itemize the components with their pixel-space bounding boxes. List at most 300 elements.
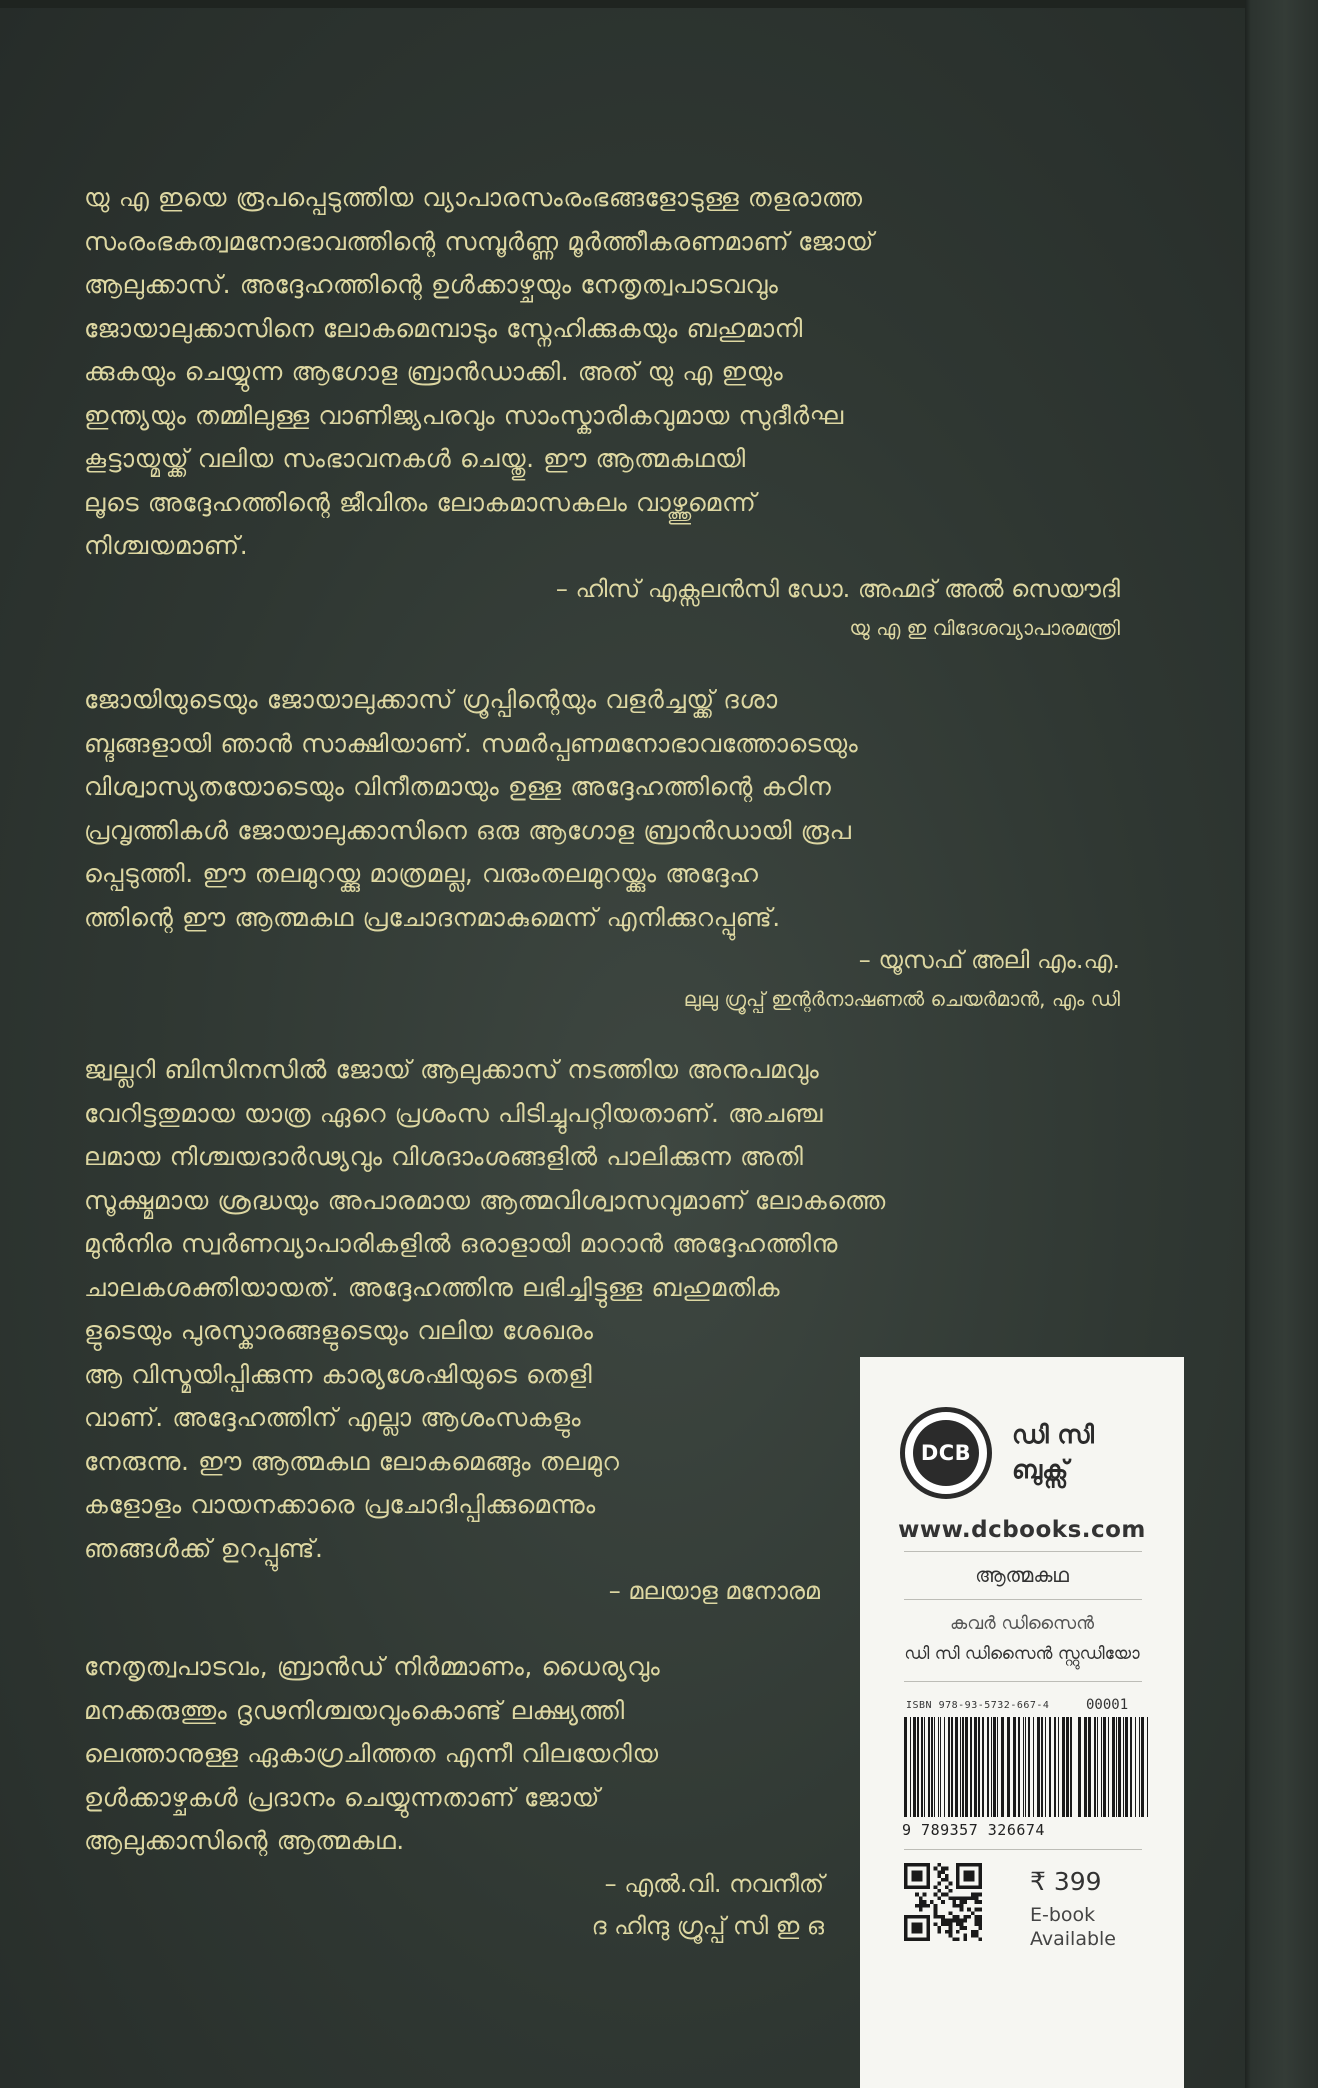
- qr-module: [949, 1926, 953, 1930]
- qr-module: [963, 1934, 967, 1938]
- qr-module: [952, 1904, 956, 1908]
- qr-module: [978, 1926, 982, 1930]
- qr-module: [956, 1930, 960, 1934]
- divider: [904, 1551, 1142, 1552]
- qr-module: [949, 1922, 953, 1926]
- qr-module: [952, 1896, 956, 1900]
- qr-module: [934, 1885, 938, 1889]
- barcode-bar: [1058, 1717, 1059, 1817]
- qr-module: [956, 1922, 960, 1926]
- qr-module: [975, 1930, 979, 1934]
- barcode-bar: [931, 1717, 933, 1817]
- barcode-bar: [978, 1717, 980, 1817]
- qr-module: [904, 1882, 908, 1886]
- qr-module: [975, 1922, 979, 1926]
- qr-module: [934, 1915, 938, 1919]
- qr-module: [975, 1885, 979, 1889]
- qr-module: [978, 1878, 982, 1882]
- qr-module: [915, 1937, 919, 1941]
- qr-module: [956, 1878, 960, 1882]
- quote-text: [84, 176, 1104, 568]
- barcode-bar: [917, 1717, 919, 1817]
- barcode-bar: [1112, 1717, 1115, 1817]
- qr-module: [915, 1863, 919, 1867]
- quote-author: – എൽ.വി. നവനീത്: [604, 1869, 824, 1898]
- qr-module: [915, 1930, 919, 1934]
- qr-module: [975, 1908, 979, 1912]
- qr-module: [911, 1926, 915, 1930]
- barcode-bar: [1007, 1717, 1010, 1817]
- barcode-bar: [991, 1717, 992, 1817]
- cover-top-edge: [0, 0, 1318, 8]
- qr-module: [956, 1904, 960, 1908]
- qr-module: [967, 1896, 971, 1900]
- quote-line: ളുടെയും പുരസ്കാരങ്ങളുടെയും വലിയ ശേഖരം: [84, 1316, 594, 1345]
- barcode-bar: [987, 1717, 989, 1817]
- qr-module: [915, 1874, 919, 1878]
- qr-module: [975, 1900, 979, 1904]
- barcode-bar: [1001, 1717, 1004, 1817]
- qr-module: [960, 1922, 964, 1926]
- barcode-bar: [1045, 1717, 1046, 1817]
- publisher-name-line: ബുക്സ്: [1012, 1455, 1069, 1484]
- quote-author-title: യു എ ഇ വിദേശവ്യാപാരമന്ത്രി: [849, 615, 1120, 640]
- qr-module: [934, 1911, 938, 1915]
- barcode-bar: [1088, 1717, 1091, 1817]
- isbn-barcode: [904, 1717, 1072, 1823]
- qr-module: [963, 1926, 967, 1930]
- quote-line: ക്കുകയും ചെയ്യുന്ന ആഗോള ബ്രാൻഡാക്കി. അത് യു എ ഇയും: [84, 357, 784, 386]
- qr-module: [956, 1870, 960, 1874]
- publisher-logo: [900, 1407, 1160, 1511]
- quote-attribution: [84, 1570, 820, 1612]
- qr-module: [941, 1870, 945, 1874]
- qr-module: [937, 1882, 941, 1886]
- qr-module: [926, 1919, 930, 1923]
- qr-module: [975, 1915, 979, 1919]
- qr-module: [926, 1882, 930, 1886]
- quote-line: യു എ ഇയെ രൂപപ്പെടുത്തിയ വ്യാപാരസംരംഭങ്ങളോടുള്ള തളരാത്ത: [84, 183, 863, 212]
- qr-module: [941, 1867, 945, 1871]
- qr-module: [952, 1919, 956, 1923]
- qr-module: [956, 1937, 960, 1941]
- barcode-bar: [924, 1717, 925, 1817]
- barcode-bar: [913, 1717, 916, 1817]
- qr-module: [937, 1863, 941, 1867]
- qr-module: [971, 1878, 975, 1882]
- qr-module: [930, 1900, 934, 1904]
- quote-attribution: [84, 939, 1120, 1017]
- quote-line: ഞങ്ങൾക്ക് ഉറപ്പുണ്ട്.: [84, 1533, 324, 1563]
- qr-module: [971, 1896, 975, 1900]
- barcode-bar: [997, 1717, 998, 1817]
- dcb-logo-icon: [900, 1407, 992, 1499]
- barcode-bar: [921, 1717, 923, 1817]
- qr-module: [956, 1919, 960, 1923]
- qr-module: [963, 1900, 967, 1904]
- barcode-digits: 9 789357 326674: [902, 1821, 1045, 1839]
- quote-line: ഉൾക്കാഴ്ചകൾ പ്രദാനം ചെയ്യുന്നതാണ് ജോയ്: [84, 1782, 600, 1812]
- book-genre: ആത്മകഥ: [975, 1563, 1069, 1587]
- barcode-bar: [904, 1717, 907, 1817]
- quote-author-title: ദ ഹിന്ദു ഗ്രൂപ്പ് സി ഇ ഒ: [591, 1911, 824, 1940]
- qr-module: [926, 1937, 930, 1941]
- qr-module: [926, 1926, 930, 1930]
- barcode-bar: [965, 1717, 968, 1817]
- barcode-bar: [938, 1717, 939, 1817]
- qr-module: [956, 1915, 960, 1919]
- qr-module: [919, 1915, 923, 1919]
- addon-barcode: [1078, 1717, 1148, 1823]
- qr-module: [960, 1919, 964, 1923]
- qr-module: [937, 1930, 941, 1934]
- barcode-bar: [960, 1717, 961, 1817]
- qr-module: [945, 1878, 949, 1882]
- quote-line: സംരംഭകത്വമനോഭാവത്തിന്റെ സമ്പൂർണ്ണ മൂർത്തീകരണമാണ് ജോയ്: [84, 226, 874, 256]
- qr-module: [911, 1874, 915, 1878]
- qr-module: [915, 1870, 919, 1874]
- barcode-bar: [1116, 1717, 1117, 1817]
- quote-attribution: [84, 1863, 824, 1947]
- barcode-bar: [1054, 1717, 1056, 1817]
- barcode-bar: [1078, 1717, 1081, 1817]
- qr-module: [975, 1919, 979, 1923]
- quote-line: പ്പെടുത്തി. ഈ തലമുറയ്ക്കു മാത്രമല്ല, വരുംതലമുറയ്ക്കും അദ്ദേഹ: [84, 859, 759, 888]
- qr-module: [952, 1937, 956, 1941]
- qr-module: [971, 1893, 975, 1897]
- logo-text: DCB: [913, 1420, 979, 1486]
- qr-module: [919, 1870, 923, 1874]
- quote-line: ലമായ നിശ്ചയദാർഢ്യവും വിശദാംശങ്ങളിൽ പാലിക്കുന്ന അതി: [84, 1142, 804, 1171]
- qr-module: [978, 1922, 982, 1926]
- qr-module: [926, 1870, 930, 1874]
- qr-module: [978, 1863, 982, 1867]
- qr-module: [975, 1893, 979, 1897]
- qr-module: [971, 1863, 975, 1867]
- barcode-bar: [1062, 1717, 1065, 1817]
- barcode-bar: [1141, 1717, 1144, 1817]
- qr-module: [911, 1885, 915, 1889]
- qr-module: [934, 1908, 938, 1912]
- qr-module: [963, 1874, 967, 1878]
- qr-module: [919, 1926, 923, 1930]
- qr-module: [904, 1885, 908, 1889]
- barcode-bar: [1097, 1717, 1098, 1817]
- qr-module: [971, 1934, 975, 1938]
- qr-module: [960, 1926, 964, 1930]
- quote-line: ലൂടെ അദ്ദേഹത്തിന്റെ ജീവിതം ലോകമാസകലം വാഴ്ത്തുമെന്ന്: [84, 487, 757, 517]
- qr-module: [919, 1908, 923, 1912]
- quote-line: ആലുക്കാസിന്റെ ആത്മകഥ.: [84, 1826, 405, 1855]
- qr-module: [919, 1900, 923, 1904]
- qr-module: [919, 1904, 923, 1908]
- qr-module: [971, 1885, 975, 1889]
- barcode-bar: [1084, 1717, 1087, 1817]
- qr-module: [923, 1915, 927, 1919]
- qr-module: [941, 1922, 945, 1926]
- qr-module: [978, 1870, 982, 1874]
- qr-module: [904, 1867, 908, 1871]
- qr-module: [937, 1874, 941, 1878]
- barcode-bar: [948, 1717, 950, 1817]
- qr-module: [963, 1896, 967, 1900]
- barcode-bar: [1066, 1717, 1069, 1817]
- qr-module: [978, 1937, 982, 1941]
- qr-module: [919, 1874, 923, 1878]
- quote-line: ജോയിയുടെയും ജോയാലുക്കാസ് ഗ്രൂപ്പിന്റെയും വളർച്ചയ്ക്ക് ദശാ: [84, 685, 778, 714]
- qr-module: [934, 1867, 938, 1871]
- barcode-bar: [1094, 1717, 1096, 1817]
- quote-line: വേറിട്ടതുമായ യാത്ര ഏറെ പ്രശംസ പിടിച്ചുപറ്റിയതാണ്. അചഞ്ച: [84, 1098, 824, 1128]
- qr-module: [908, 1885, 912, 1889]
- barcode-bar: [1037, 1717, 1040, 1817]
- qr-module: [908, 1915, 912, 1919]
- quote-line: ആ വിസ്മയിപ്പിക്കുന്ന കാര്യശേഷിയുടെ തെളി: [84, 1359, 593, 1389]
- qr-module: [919, 1878, 923, 1882]
- quote-line: മുൻനിര സ്വർണവ്യാപാരികളിൽ ഒരാളായി മാറാൻ അദ്ദേഹത്തിനു: [84, 1229, 838, 1258]
- qr-module: [911, 1863, 915, 1867]
- qr-module: [911, 1915, 915, 1919]
- quote-line: ചാലകശക്തിയായത്. അദ്ദേഹത്തിനു ലഭിച്ചിട്ടുള്ള ബഹുമതിക: [84, 1272, 781, 1302]
- publisher-website: www.dcbooks.com: [898, 1517, 1146, 1543]
- qr-module: [945, 1922, 949, 1926]
- qr-module: [949, 1934, 953, 1938]
- quote-line: പ്രവൃത്തികൾ ജോയാലുക്കാസിനെ ഒരു ആഗോള ബ്രാൻഡായി രൂപ: [84, 815, 852, 845]
- qr-module: [975, 1896, 979, 1900]
- qr-module: [967, 1863, 971, 1867]
- quote-text: [84, 678, 1104, 939]
- barcode-bar: [928, 1717, 930, 1817]
- qr-module: [908, 1937, 912, 1941]
- qr-module: [949, 1889, 953, 1893]
- qr-module: [967, 1908, 971, 1912]
- qr-module: [945, 1874, 949, 1878]
- qr-module: [945, 1919, 949, 1923]
- barcode-bar: [1023, 1717, 1024, 1817]
- quote-line: നിശ്ചയമാണ്.: [84, 531, 249, 560]
- qr-module: [915, 1904, 919, 1908]
- qr-module: [904, 1915, 908, 1919]
- barcode-bar: [1139, 1717, 1140, 1817]
- qr-module: [904, 1878, 908, 1882]
- qr-module: [926, 1915, 930, 1919]
- qr-module: [904, 1922, 908, 1926]
- qr-module: [971, 1874, 975, 1878]
- qr-module: [904, 1919, 908, 1923]
- barcode-bar: [970, 1717, 972, 1817]
- quote-line: ത്തിന്റെ ഈ ആത്മകഥ പ്രചോദനമാകുമെന്ന് എനിക്കുറപ്പുണ്ട്.: [84, 902, 781, 932]
- barcode-bar: [1013, 1717, 1016, 1817]
- qr-module: [934, 1893, 938, 1897]
- barcode-bar: [1135, 1717, 1136, 1817]
- qr-module: [941, 1893, 945, 1897]
- qr-module: [904, 1934, 908, 1938]
- qr-module: [926, 1930, 930, 1934]
- qr-code-icon: [904, 1863, 982, 1941]
- qr-module: [941, 1878, 945, 1882]
- qr-module: [919, 1930, 923, 1934]
- qr-module: [904, 1930, 908, 1934]
- quote-line: ലെത്താനുള്ള ഏകാഗ്രചിത്തത എന്നീ വിലയേറിയ: [84, 1739, 659, 1768]
- quote-author-title: ലുലു ഗ്രൂപ്പ് ഇന്റർനാഷണൽ ചെയർമാൻ, എം ഡി: [683, 987, 1120, 1011]
- qr-module: [967, 1915, 971, 1919]
- qr-module: [937, 1926, 941, 1930]
- book-price: ₹ 399: [1030, 1867, 1102, 1896]
- publisher-name-line: ഡി സി: [1012, 1420, 1094, 1449]
- qr-module: [945, 1930, 949, 1934]
- qr-module: [978, 1867, 982, 1871]
- barcode-bar: [1028, 1717, 1030, 1817]
- barcode-bar: [955, 1717, 958, 1817]
- qr-module: [945, 1867, 949, 1871]
- cover-design-credit: ഡി സി ഡിസൈൻ സ്റ്റുഡിയോ: [904, 1644, 1140, 1664]
- qr-module: [934, 1904, 938, 1908]
- quote-line: വാണ്. അദ്ദേഹത്തിന് എല്ലാ ആശംസകളും: [84, 1403, 582, 1432]
- qr-module: [926, 1863, 930, 1867]
- quote-line: ബ്ദങ്ങളായി ഞാൻ സാക്ഷിയാണ്. സമർപ്പണമനോഭാവത്തോടെയും: [84, 728, 859, 758]
- qr-module: [978, 1893, 982, 1897]
- qr-module: [904, 1937, 908, 1941]
- qr-module: [978, 1915, 982, 1919]
- barcode-bar: [1041, 1717, 1043, 1817]
- barcode-bar: [1123, 1717, 1124, 1817]
- qr-module: [937, 1915, 941, 1919]
- ebook-availability: [1030, 1903, 1116, 1951]
- qr-module: [952, 1915, 956, 1919]
- quote-line: നേതൃത്വപാടവം, ബ്രാൻഡ് നിർമ്മാണം, ധൈര്യവും: [84, 1652, 661, 1681]
- barcode-bar: [944, 1717, 945, 1817]
- quote-line: മനക്കരുത്തും ദൃഢനിശ്ചയവുംകൊണ്ട് ലക്ഷ്യത്തി: [84, 1695, 625, 1725]
- qr-module: [960, 1885, 964, 1889]
- qr-module: [923, 1863, 927, 1867]
- qr-module: [934, 1922, 938, 1926]
- qr-module: [923, 1900, 927, 1904]
- qr-module: [926, 1878, 930, 1882]
- quote-line: ജോയാലുക്കാസിനെ ലോകമെമ്പാടും സ്നേഹിക്കുകയും ബഹുമാനി: [84, 313, 803, 343]
- qr-module: [960, 1896, 964, 1900]
- qr-module: [915, 1893, 919, 1897]
- qr-module: [963, 1937, 967, 1941]
- qr-module: [941, 1919, 945, 1923]
- qr-module: [971, 1930, 975, 1934]
- qr-module: [978, 1900, 982, 1904]
- qr-module: [911, 1870, 915, 1874]
- qr-module: [919, 1922, 923, 1926]
- qr-module: [915, 1922, 919, 1926]
- qr-module: [926, 1922, 930, 1926]
- publisher-name: [1012, 1417, 1094, 1487]
- qr-module: [911, 1878, 915, 1882]
- qr-module: [908, 1863, 912, 1867]
- ebook-line: Available: [1030, 1928, 1117, 1950]
- qr-module: [941, 1915, 945, 1919]
- qr-module: [923, 1904, 927, 1908]
- qr-module: [975, 1863, 979, 1867]
- qr-module: [956, 1896, 960, 1900]
- divider: [904, 1849, 1142, 1850]
- qr-module: [967, 1870, 971, 1874]
- quote-author: – മലയാള മനോരമ: [608, 1577, 820, 1605]
- qr-module: [949, 1882, 953, 1886]
- qr-module: [911, 1937, 915, 1941]
- barcode-bar: [1018, 1717, 1020, 1817]
- qr-module: [978, 1874, 982, 1878]
- qr-module: [926, 1867, 930, 1871]
- barcode-bar: [940, 1717, 941, 1817]
- isbn-text: ISBN 978-93-5732-667-4: [906, 1700, 1050, 1711]
- qr-module: [956, 1885, 960, 1889]
- qr-module: [949, 1896, 953, 1900]
- qr-module: [956, 1867, 960, 1871]
- qr-module: [963, 1919, 967, 1923]
- qr-module: [960, 1904, 964, 1908]
- book-spine: [1245, 0, 1318, 2088]
- qr-module: [941, 1900, 945, 1904]
- qr-module: [952, 1900, 956, 1904]
- barcode-bar: [1147, 1717, 1148, 1817]
- quote-line: ഇന്ത്യയും തമ്മിലുള്ള വാണിജ്യപരവും സാംസ്കാരികവുമായ സുദീർഘ: [84, 400, 844, 430]
- qr-module: [967, 1885, 971, 1889]
- qr-module: [978, 1919, 982, 1923]
- qr-module: [967, 1874, 971, 1878]
- qr-module: [904, 1863, 908, 1867]
- barcode-bar: [1118, 1717, 1121, 1817]
- qr-module: [949, 1930, 953, 1934]
- qr-module: [904, 1926, 908, 1930]
- qr-module: [960, 1908, 964, 1912]
- qr-module: [937, 1896, 941, 1900]
- barcode-bar: [1033, 1717, 1034, 1817]
- qr-module: [919, 1896, 923, 1900]
- qr-module: [926, 1874, 930, 1878]
- qr-module: [949, 1919, 953, 1923]
- qr-module: [967, 1878, 971, 1882]
- qr-module: [963, 1863, 967, 1867]
- qr-module: [926, 1885, 930, 1889]
- quote-attribution: [84, 568, 1120, 646]
- qr-module: [978, 1885, 982, 1889]
- qr-module: [911, 1922, 915, 1926]
- qr-module: [923, 1885, 927, 1889]
- barcode-bar: [1025, 1717, 1026, 1817]
- quote-line: നേരുന്നു. ഈ ആത്മകഥ ലോകമെങ്ങും തലമുറ: [84, 1446, 620, 1476]
- quote-line: ആലുക്കാസ്. അദ്ദേഹത്തിന്റെ ഉൾക്കാഴ്ചയും നേതൃത്വപാടവവും: [84, 270, 779, 299]
- qr-module: [945, 1893, 949, 1897]
- quote-line: കൂട്ടായ്മയ്ക്ക് വലിയ സംഭാവനകൾ ചെയ്തു. ഈ ആത്മകഥയി: [84, 444, 746, 473]
- qr-module: [956, 1874, 960, 1878]
- qr-module: [963, 1870, 967, 1874]
- divider: [904, 1681, 1142, 1682]
- barcode-bar: [1049, 1717, 1051, 1817]
- barcode-bar: [1103, 1717, 1106, 1817]
- publisher-label: [860, 1357, 1184, 2088]
- barcode-bar: [951, 1717, 953, 1817]
- qr-module: [904, 1870, 908, 1874]
- qr-module: [971, 1911, 975, 1915]
- qr-module: [926, 1934, 930, 1938]
- qr-module: [915, 1885, 919, 1889]
- quote-line: സൂക്ഷ്മമായ ശ്രദ്ധയും അപാരമായ ആത്മവിശ്വാസവുമാണ് ലോകത്തെ: [84, 1185, 886, 1215]
- barcode-bar: [1125, 1717, 1128, 1817]
- qr-module: [926, 1904, 930, 1908]
- qr-module: [971, 1870, 975, 1874]
- qr-module: [915, 1878, 919, 1882]
- qr-module: [937, 1870, 941, 1874]
- quote-block-2: [84, 678, 1120, 1017]
- qr-module: [963, 1915, 967, 1919]
- qr-module: [945, 1885, 949, 1889]
- barcode-bar: [910, 1717, 911, 1817]
